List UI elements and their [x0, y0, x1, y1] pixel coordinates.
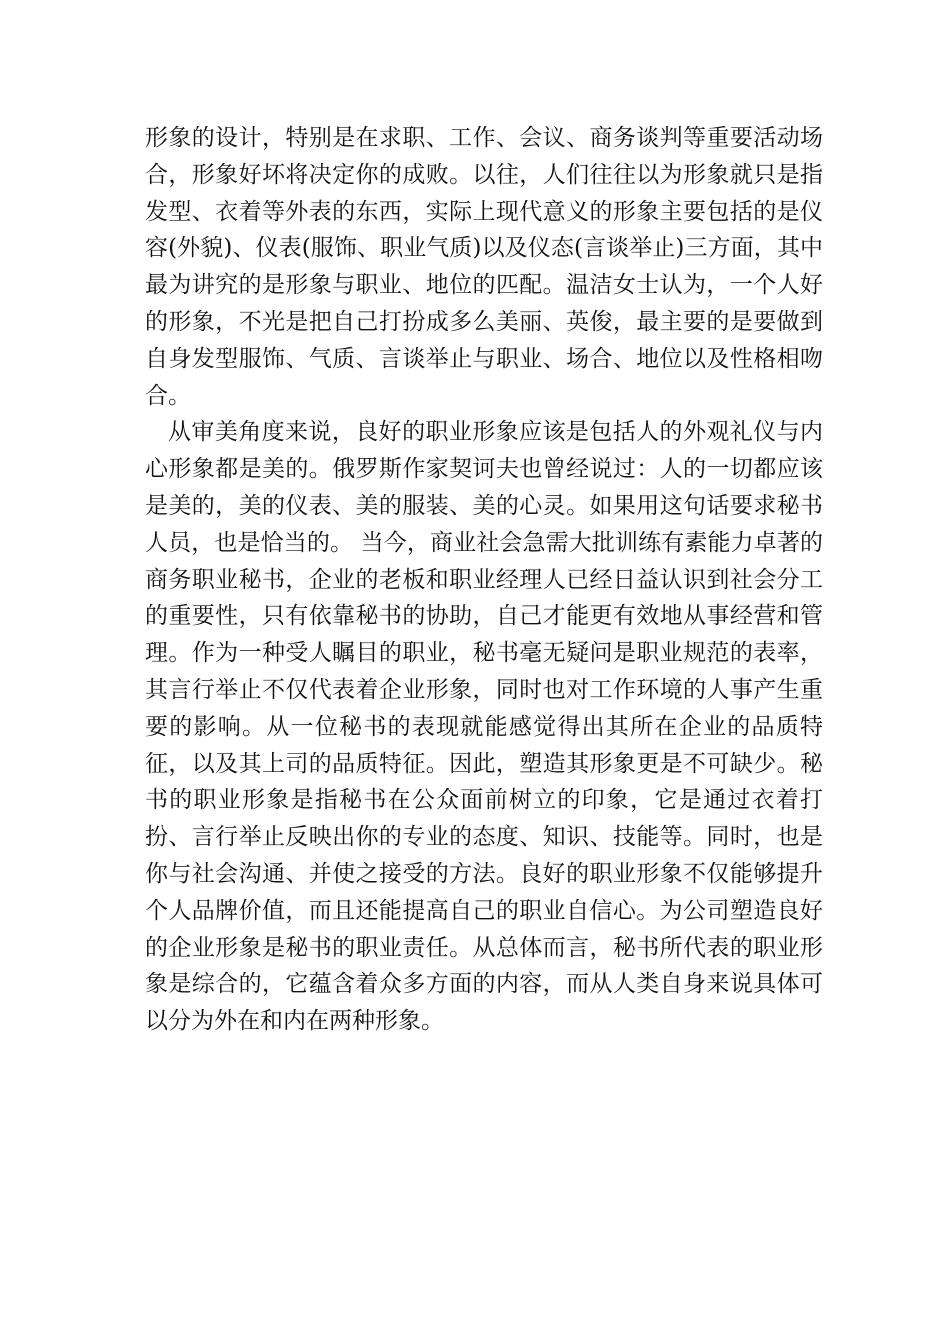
paragraph-professional-image: 从审美角度来说，良好的职业形象应该是包括人的外观礼仪与内心形象都是美的。俄罗斯作家契诃夫也曾经说过：人的一切都应该是美的，美的仪表、美的服装、美的心灵。如果用这句话要求秘书人员，也是恰当的。 当今，商业社会急需大批训练有素能力卓著的商务职业秘书，企业的老板和职业经理人已经日益认识到社会分工的重要性，只有依靠秘书的协助，自己才能更有效地从事经营和管理。作为一种受人瞩目的职业，秘书毫无疑问是职业规范的表率，其言行举止不仅代表着企业形象，同时也对工作环境的人事产生重要的影响。从一位秘书的表现就能感觉得出其所在企业的品质特征，以及其上司的品质特征。因此，塑造其形象更是不可缺少。秘书的职业形象是指秘书在公众面前树立的印象，它是通过衣着打扮、言行举止反映出你的专业的态度、知识、技能等。同时，也是你与社会沟通、并使之接受的方法。良好的职业形象不仅能够提升个人品牌价值，而且还能提高自己的职业自信心。为公司塑造良好的企业形象是秘书的职业责任。从总体而言，秘书所代表的职业形象是综合的，它蕴含着众多方面的内容，而从人类自身来说具体可以分为外在和内在两种形象。	[145, 419, 823, 1035]
document-body	[145, 120, 823, 1040]
paragraph-image-design: 形象的设计，特别是在求职、工作、会议、商务谈判等重要活动场合，形象好坏将决定你的成败。以往，人们往往以为形象就只是指发型、衣着等外表的东西，实际上现代意义的形象主要包括的是仪容(外貌)、仪表(服饰、职业气质)以及仪态(言谈举止)三方面，其中最为讲究的是形象与职业、地位的匹配。温洁女士认为，一个人好的形象，不光是把自己打扮成多么美丽、英俊，最主要的是要做到自身发型服饰、气质、言谈举止与职业、场合、地位以及性格相吻合。	[145, 125, 823, 409]
